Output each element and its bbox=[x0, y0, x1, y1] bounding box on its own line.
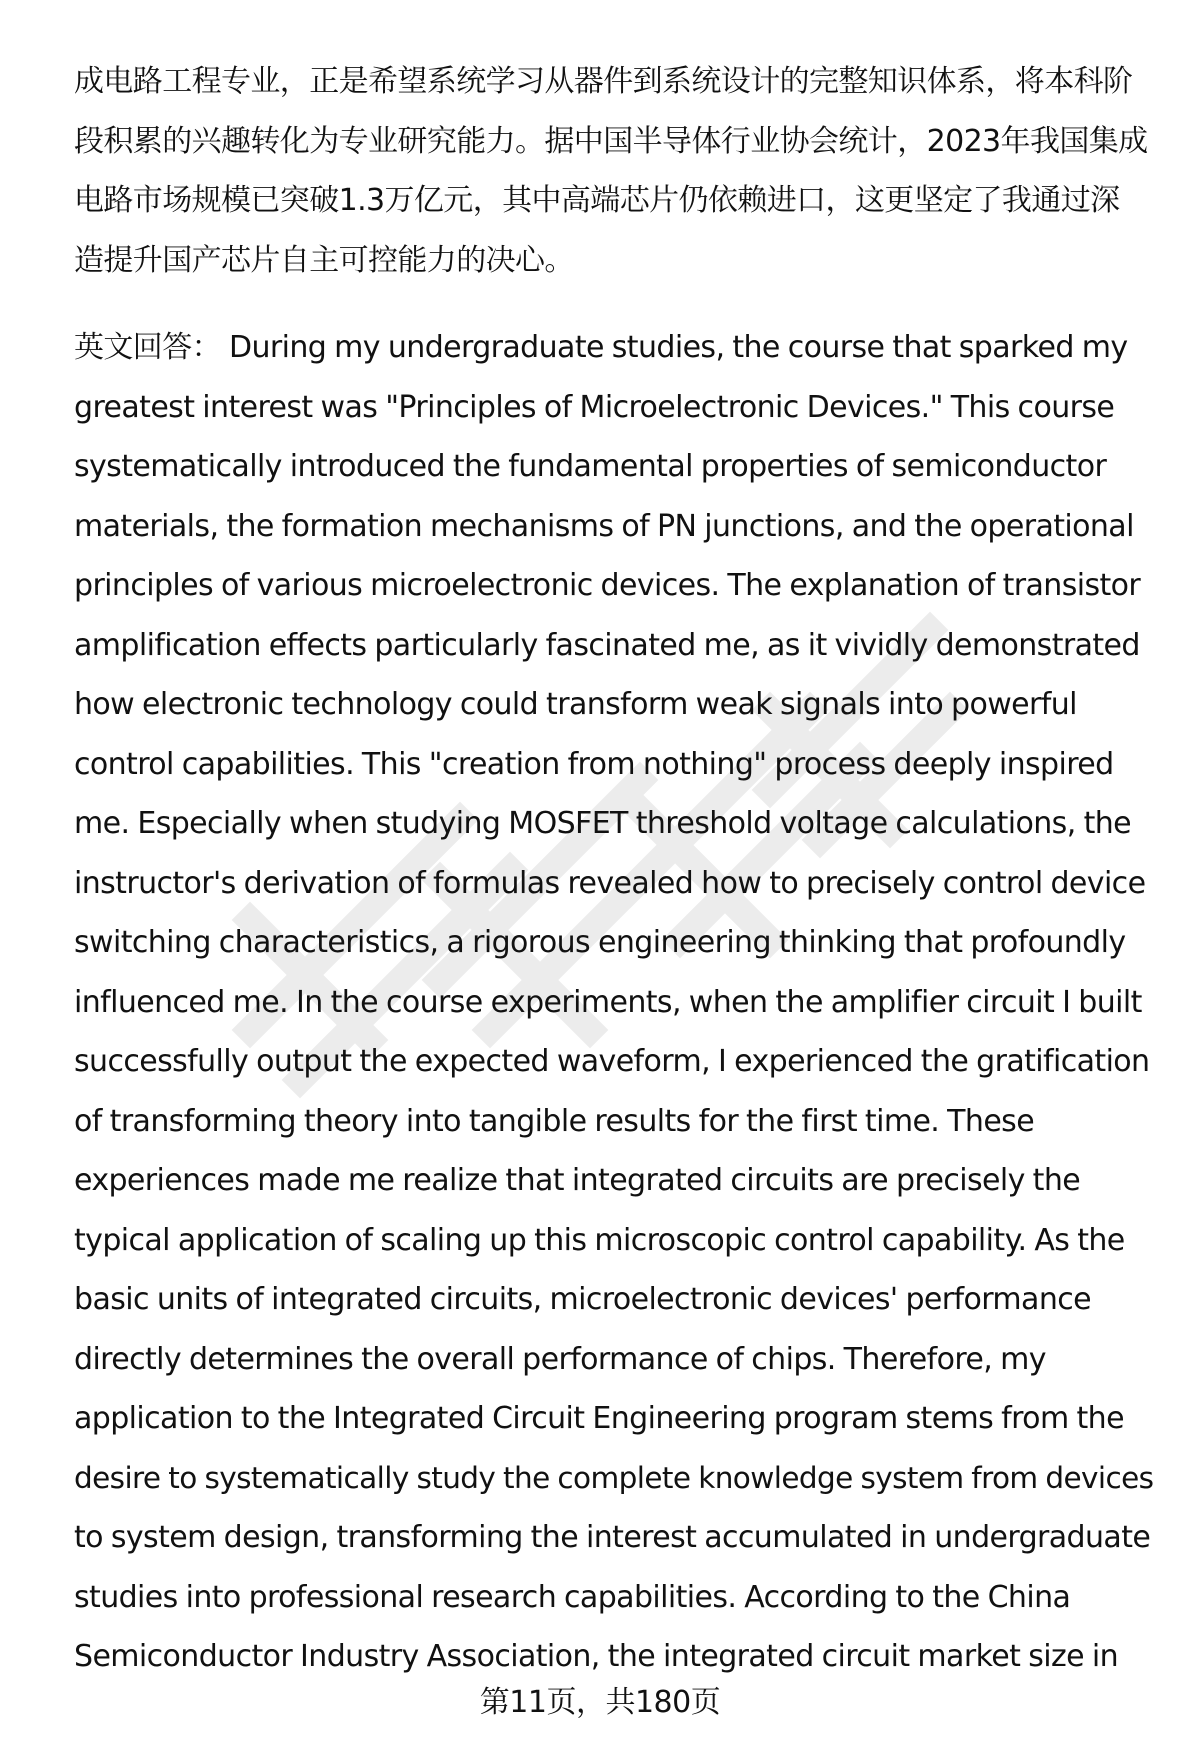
text-line: Semiconductor Industry Association, the integrated circuit market size in bbox=[74, 1639, 1119, 1674]
text-line: greatest interest was "Principles of Microelectronic Devices." This course bbox=[74, 389, 1115, 425]
text-line: application to the Integrated Circuit Engineering program stems from the bbox=[74, 1401, 1124, 1436]
text-line: 电路市场规模已突破1.3万亿元，其中高端芯片仍依赖进口，这更坚定了我通过深 bbox=[74, 183, 1120, 218]
text-line: successfully output the expected waveform, I experienced the gratification bbox=[74, 1044, 1150, 1079]
text-line: to system design, transforming the interest accumulated in undergraduate bbox=[74, 1520, 1151, 1555]
text-line: materials, the formation mechanisms of PN junctions, and the operational bbox=[74, 508, 1134, 544]
english-answer-prefix: 英文回答： bbox=[74, 330, 221, 365]
text-line: control capabilities. This "creation from nothing" process deeply inspired bbox=[74, 746, 1114, 782]
text-line: instructor's derivation of formulas revealed how to precisely control device bbox=[74, 865, 1146, 901]
text-line: experiences made me realize that integrated circuits are precisely the bbox=[74, 1163, 1081, 1198]
text-line: of transforming theory into tangible results for the first time. These bbox=[74, 1103, 1035, 1139]
text-line: During my undergraduate studies, the course that sparked my bbox=[229, 330, 1128, 365]
text-line: typical application of scaling up this microscopic control capability. As the bbox=[74, 1222, 1125, 1258]
page-number-footer: 第11页，共180页 bbox=[479, 1685, 721, 1720]
text-line: me. Especially when studying MOSFET threshold voltage calculations, the bbox=[74, 806, 1131, 841]
text-line: influenced me. In the course experiments, when the amplifier circuit I built bbox=[74, 984, 1142, 1020]
text-line: how electronic technology could transform weak signals into powerful bbox=[74, 687, 1077, 722]
text-line: principles of various microelectronic devices. The explanation of transistor bbox=[74, 568, 1141, 603]
text-line: amplification effects particularly fascinated me, as it vividly demonstrated bbox=[74, 627, 1140, 663]
text-line: 段积累的兴趣转化为专业研究能力。据中国半导体行业协会统计，2023年我国集成 bbox=[74, 123, 1148, 159]
english-answer-paragraph bbox=[74, 318, 1154, 1687]
text-line: desire to systematically study the complete knowledge system from devices bbox=[74, 1460, 1154, 1495]
text-line: switching characteristics, a rigorous engineering thinking that profoundly bbox=[74, 925, 1126, 960]
text-line: 成电路工程专业，正是希望系统学习从器件到系统设计的完整知识体系，将本科阶 bbox=[74, 64, 1133, 99]
text-line-first bbox=[74, 318, 1154, 378]
text-line: studies into professional research capabilities. According to the China bbox=[74, 1579, 1071, 1615]
text-line: 造提升国产芯片自主可控能力的决心。 bbox=[74, 242, 574, 278]
text-line: directly determines the overall performance of chips. Therefore, my bbox=[74, 1341, 1046, 1377]
text-line: basic units of integrated circuits, microelectronic devices' performance bbox=[74, 1282, 1091, 1317]
chinese-paragraph bbox=[74, 52, 1154, 290]
text-line: systematically introduced the fundamental properties of semiconductor bbox=[74, 449, 1107, 484]
